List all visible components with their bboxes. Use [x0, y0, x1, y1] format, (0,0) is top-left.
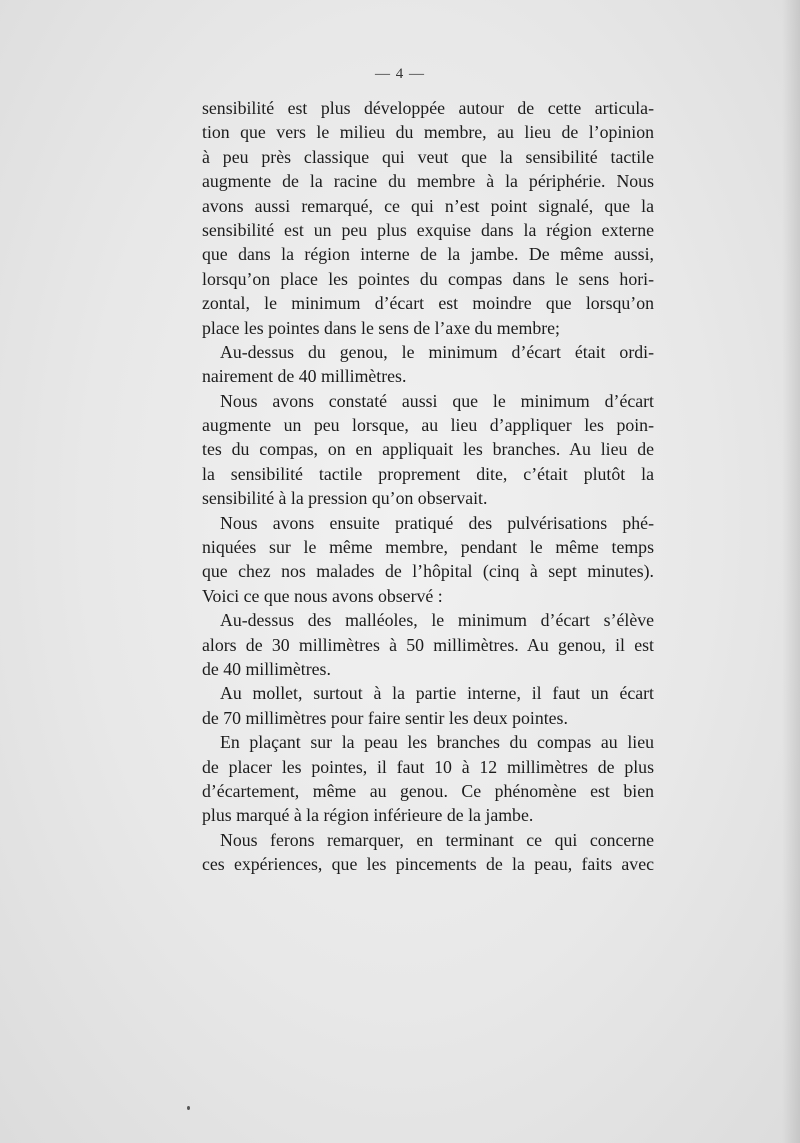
text-line: d’écartement, même au genou. Ce phénomène est bien	[202, 780, 654, 801]
text-line: Au mollet, surtout à la partie interne, il faut un écart	[220, 683, 654, 704]
text-line: ces expériences, que les pincements de la peau, faits avec	[202, 854, 654, 875]
text-line: Nous avons constaté aussi que le minimum d’écart	[220, 390, 654, 411]
text-line: place les pointes dans le sens de l’axe du membre;	[202, 317, 560, 338]
text-line: niquées sur le même membre, pendant le même temps	[202, 537, 654, 558]
text-line: sensibilité est plus développée autour de cette articula-	[202, 98, 654, 118]
body-text	[202, 96, 654, 877]
text-line: sensibilité est un peu plus exquise dans la région externe	[202, 219, 654, 240]
text-line: En plaçant sur la peau les branches du compas au lieu	[220, 732, 654, 753]
text-line: plus marqué à la région inférieure de la jambe.	[202, 805, 534, 826]
text-line: Nous ferons remarquer, en terminant ce qui concerne	[220, 829, 654, 850]
text-line: Au-dessus du genou, le minimum d’écart était ordi-	[220, 341, 654, 362]
text-line: que dans la région interne de la jambe. De même aussi,	[202, 244, 654, 265]
text-line: alors de 30 millimètres à 50 millimètres. Au genou, il est	[202, 634, 654, 655]
text-line: Au-dessus des malléoles, le minimum d’écart s’élève	[220, 610, 654, 631]
text-line: que chez nos malades de l’hôpital (cinq à sept minutes).	[202, 561, 654, 582]
text-line: de placer les pointes, il faut 10 à 12 millimètres de plus	[202, 756, 654, 777]
page-number: — 4 —	[375, 66, 425, 82]
text-line: augmente un peu lorsque, au lieu d’appliquer les poin-	[202, 415, 654, 436]
text-line: nairement de 40 millimètres.	[202, 366, 407, 387]
text-line: zontal, le minimum d’écart est moindre que lorsqu’on	[202, 293, 654, 314]
text-line: la sensibilité tactile proprement dite, c’était plutôt la	[202, 463, 654, 484]
text-line: lorsqu’on place les pointes du compas dans le sens hori-	[202, 268, 654, 289]
text-line: de 70 millimètres pour faire sentir les deux pointes.	[202, 707, 568, 728]
text-line: Voici ce que nous avons observé :	[202, 585, 443, 606]
text-line: avons aussi remarqué, ce qui n’est point signalé, que la	[202, 195, 654, 216]
text-line: sensibilité à la pression qu’on observait.	[202, 488, 488, 509]
text-line: Nous avons ensuite pratiqué des pulvérisations phé-	[220, 512, 654, 533]
scan-speck	[187, 1106, 190, 1110]
text-line: tes du compas, on en appliquait les branches. Au lieu de	[202, 439, 654, 460]
text-line: tion que vers le milieu du membre, au lieu de l’opinion	[202, 122, 654, 143]
text-line: augmente de la racine du membre à la périphérie. Nous	[202, 171, 654, 192]
text-line: à peu près classique qui veut que la sensibilité tactile	[202, 146, 654, 167]
text-line: de 40 millimètres.	[202, 658, 331, 679]
